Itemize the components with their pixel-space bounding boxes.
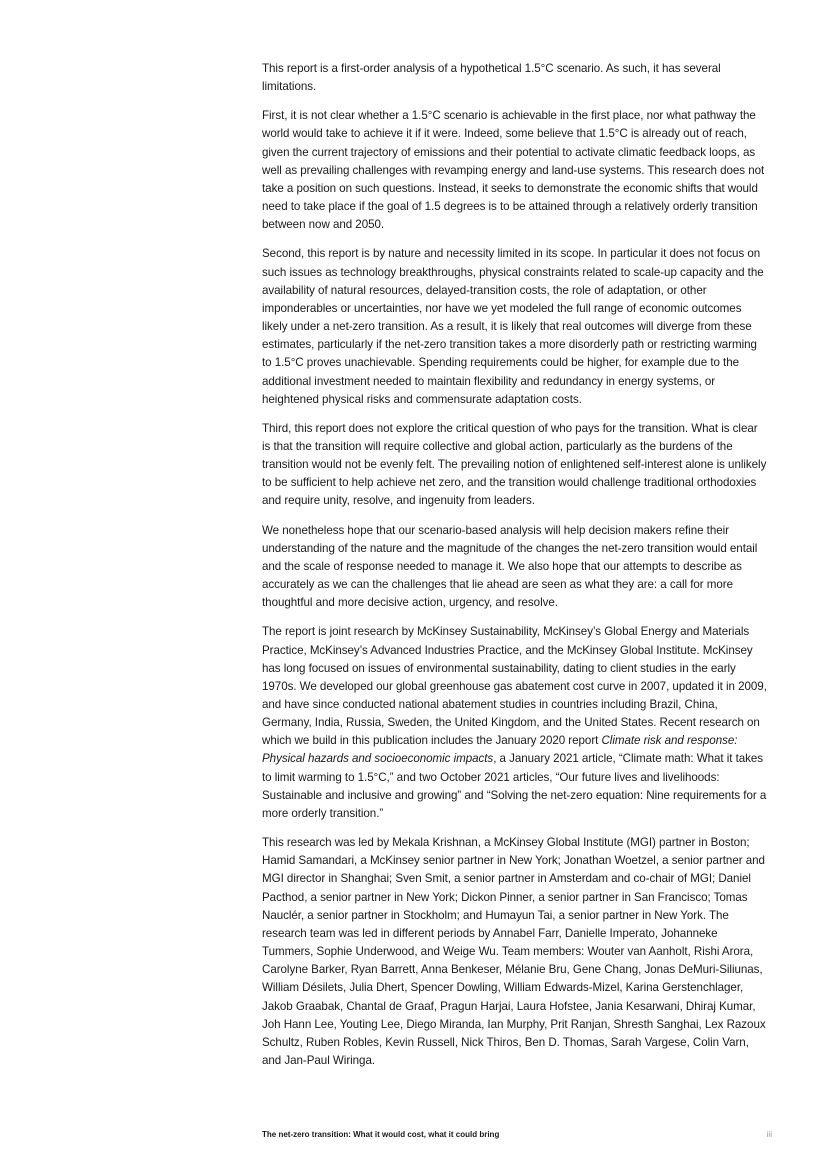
paragraph-first-limitation: First, it is not clear whether a 1.5°C scenario is achievable in the first place, nor what pathway the world would take to achieve it if it were. Indeed, some believe that 1.5°C is already out of reach, given the current trajectory of emissions and their potential to activate climatic feedback loops, as well as prevailing challenges with revamping energy and land-use systems. This research does not take a position on such questions. Instead, it seeks to demonstrate the economic shifts that would need to take place if the goal of 1.5 degrees is to be attained through a relatively orderly transition between now and 2050. (262, 109, 765, 232)
paragraph-joint-research-text-1: The report is joint research by McKinsey Sustainability, McKinsey’s Global Energy and Materials Practice, McKinsey’s Advanced Industries Practice, and the McKinsey Global Institute. McKinsey has long focused on issues of environmental sustainability, dating to client studies in the early 1970s. We developed our global greenhouse gas abatement cost curve in 2007, updated it in 2009, and have since conducted national abatement studies in countries including Brazil, China, Germany, India, Russia, Sweden, the United Kingdom, and the United States. Recent research on which we build in this publication includes the January 2020 report (262, 625, 767, 748)
body-text (262, 60, 768, 1081)
paragraph-research-team: This research was led by Mekala Krishnan, a McKinsey Global Institute (MGI) partner in Boston; Hamid Samandari, a McKinsey senior partner in New York; Jonathan Woetzel, a senior partner and MGI director in Shanghai; Sven Smit, a senior partner in Amsterdam and co-chair of MGI; Daniel Pacthod, a senior partner in New York; Dickon Pinner, a senior partner in San Francisco; Tomas Nauclér, a senior partner in Stockholm; and Humayun Tai, a senior partner in New York. The research team was led in different periods by Annabel Farr, Danielle Imperato, Johanneke Tummers, Sophie Underwood, and Weige Wu. Team members: Wouter van Aanholt, Rishi Arora, Carolyne Barker, Ryan Barrett, Anna Benkeser, Mélanie Bru, Gene Chang, Jonas DeMuri-Siliunas, William Désilets, Julia Dhert, Spencer Dowling, William Edwards-Mizel, Karina Gerstenchlager, Jakob Graabak, Chantal de Graaf, Pragun Harjai, Laura Hofstee, Jania Kesarwani, Dhiraj Kumar, Joh Hann Lee, Youting Lee, Diego Miranda, Ian Murphy, Prit Ranjan, Shresth Sanghai, Lex Razoux Schultz, Ruben Robles, Kevin Russell, Nick Thiros, Ben D. Thomas, Sarah Vargese, Colin Varn, and Jan-Paul Wiringa. (262, 836, 766, 1067)
paragraph-joint-research-text-2: , a January 2021 article, “Climate math: What it takes to limit warming to 1.5°C,” and two October 2021 articles, “Our future lives and livelihoods: Sustainable and inclusive and growing” and “Solving the net-zero equation: Nine requirements for a more orderly transition.” (262, 752, 767, 820)
paragraph-limitations-intro: This report is a first-order analysis of a hypothetical 1.5°C scenario. As such, it has several limitations. (262, 62, 721, 94)
paragraph-joint-research (262, 623, 768, 823)
paragraph-second-limitation: Second, this report is by nature and necessity limited in its scope. In particular it does not focus on such issues as technology breakthroughs, physical constraints related to scale-up capacity and the availability of natural resources, delayed-transition costs, the role of adaptation, or other imponderables or uncertainties, nor have we yet modeled the full range of economic outcomes likely under a net-zero transition. As a result, it is likely that real outcomes will diverge from these estimates, particularly if the net-zero transition takes a more disorderly path or restricting warming to 1.5°C proves unachievable. Spending requirements could be higher, for example due to the additional investment needed to maintain flexibility and redundancy in energy systems, or heightened physical risks and commensurate adaptation costs. (262, 247, 764, 406)
page-number: iii (766, 1130, 772, 1139)
paragraph-hope: We nonetheless hope that our scenario-based analysis will help decision makers refine their understanding of the nature and the magnitude of the changes the net-zero transition would entail and the scale of response needed to manage it. We also hope that our attempts to describe as accurately as we can the challenges that lie ahead are seen as what they are: a call for more thoughtful and more decisive action, urgency, and resolve. (262, 523, 758, 610)
paragraph-third-limitation: Third, this report does not explore the critical question of who pays for the transition. What is clear is that the transition will require collective and global action, particularly as the burdens of the transition would not be evenly felt. The prevailing notion of enlightened self-interest alone is unlikely to be sufficient to help achieve net zero, and the transition would challenge traditional orthodoxies and require unity, resolve, and ingenuity from leaders. (262, 421, 767, 508)
report-title-italic: Climate risk and response: Physical hazards and socioeconomic impacts (262, 734, 738, 766)
footer-report-title: The net-zero transition: What it would cost, what it could bring (262, 1130, 500, 1139)
page-footer (262, 1129, 772, 1143)
